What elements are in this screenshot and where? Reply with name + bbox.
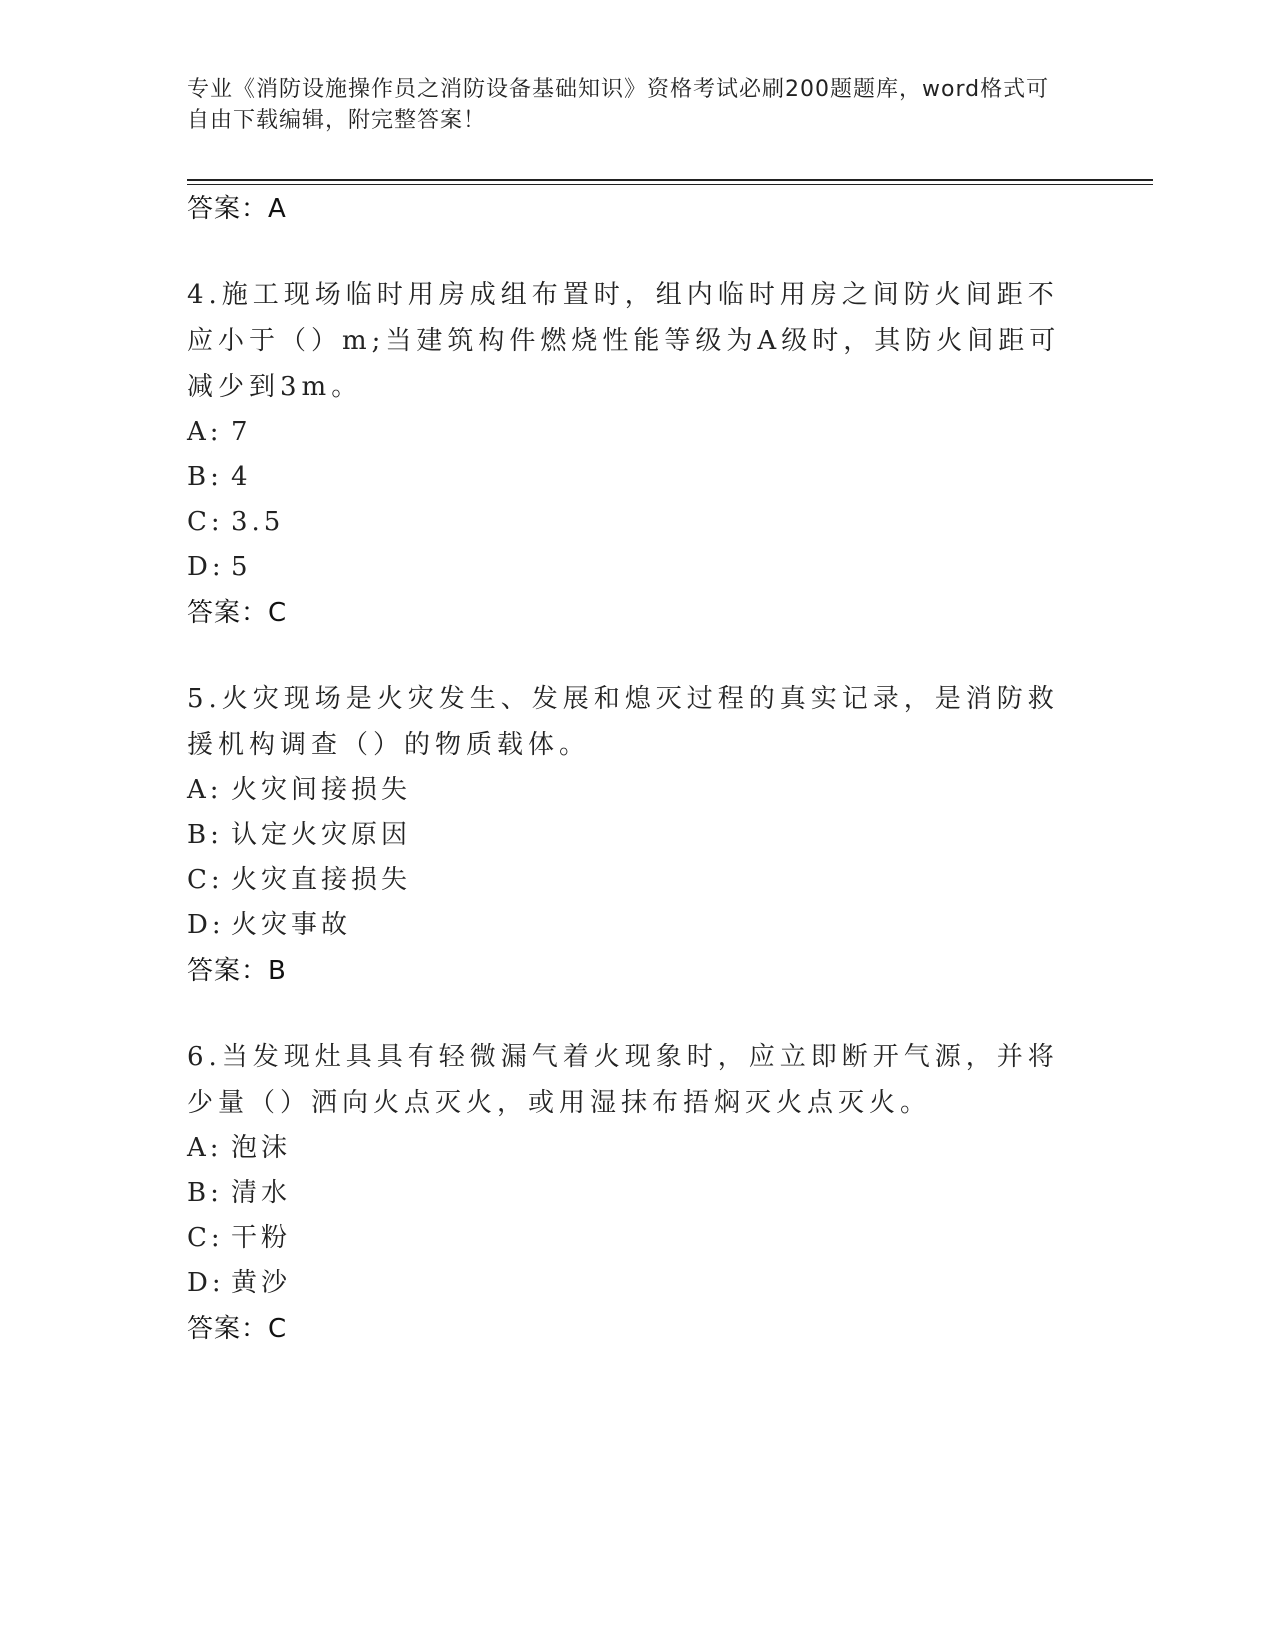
option-letter: B: [187, 462, 223, 492]
option-text: 4 [231, 462, 252, 492]
option-letter: C: [187, 1223, 224, 1253]
answer-line: 答案：A [187, 194, 287, 224]
option-a [187, 1126, 1087, 1171]
question-text: 5.火灾现场是火灾发生、发展和熄灭过程的真实记录，是消防救援机构调查（）的物质载体。 [187, 684, 1059, 760]
question-block [187, 1034, 1087, 1352]
option-text: 泡沫 [231, 1133, 292, 1163]
option-d [187, 1261, 1087, 1306]
option-c [187, 500, 1087, 545]
option-letter: B: [187, 1178, 223, 1208]
question-block [187, 676, 1087, 994]
question-block [187, 272, 1087, 636]
option-letter: D: [187, 552, 225, 582]
option-text: 清水 [231, 1178, 292, 1208]
page-header: 专业《消防设施操作员之消防设备基础知识》资格考试必刷200题题库，word格式可自由下载编辑，附完整答案！ [187, 77, 1050, 133]
option-b [187, 455, 1087, 500]
header-divider [187, 179, 1153, 185]
option-text: 3.5 [231, 507, 285, 537]
option-d [187, 903, 1087, 948]
answer-line: 答案：B [187, 956, 287, 986]
option-letter: B: [187, 820, 223, 850]
option-a [187, 410, 1087, 455]
option-letter: D: [187, 1268, 225, 1298]
option-letter: A: [187, 1133, 223, 1163]
answer-line: 答案：C [187, 598, 288, 628]
option-b [187, 1171, 1087, 1216]
answer-line: 答案：C [187, 1314, 288, 1344]
option-letter: C: [187, 507, 224, 537]
option-letter: A: [187, 417, 223, 447]
option-text: 火灾事故 [231, 910, 352, 940]
option-text: 5 [231, 552, 252, 582]
option-letter: C: [187, 865, 224, 895]
option-d [187, 545, 1087, 590]
question-text: 4.施工现场临时用房成组布置时，组内临时用房之间防火间距不应小于（）m;当建筑构件燃烧性能等级为A级时，其防火间距可减少到3m。 [187, 280, 1061, 402]
option-text: 黄沙 [231, 1268, 292, 1298]
document-content [187, 186, 1087, 1352]
option-text: 火灾间接损失 [231, 775, 412, 805]
option-a [187, 768, 1087, 813]
option-b [187, 813, 1087, 858]
option-c [187, 858, 1087, 903]
question-text: 6.当发现灶具具有轻微漏气着火现象时，应立即断开气源，并将少量（）洒向火点灭火，或用湿抹布捂焖灭火点灭火。 [187, 1042, 1059, 1118]
option-text: 干粉 [231, 1223, 292, 1253]
option-letter: A: [187, 775, 223, 805]
option-text: 认定火灾原因 [231, 820, 412, 850]
option-text: 火灾直接损失 [231, 865, 412, 895]
option-letter: D: [187, 910, 225, 940]
option-c [187, 1216, 1087, 1261]
option-text: 7 [231, 417, 252, 447]
